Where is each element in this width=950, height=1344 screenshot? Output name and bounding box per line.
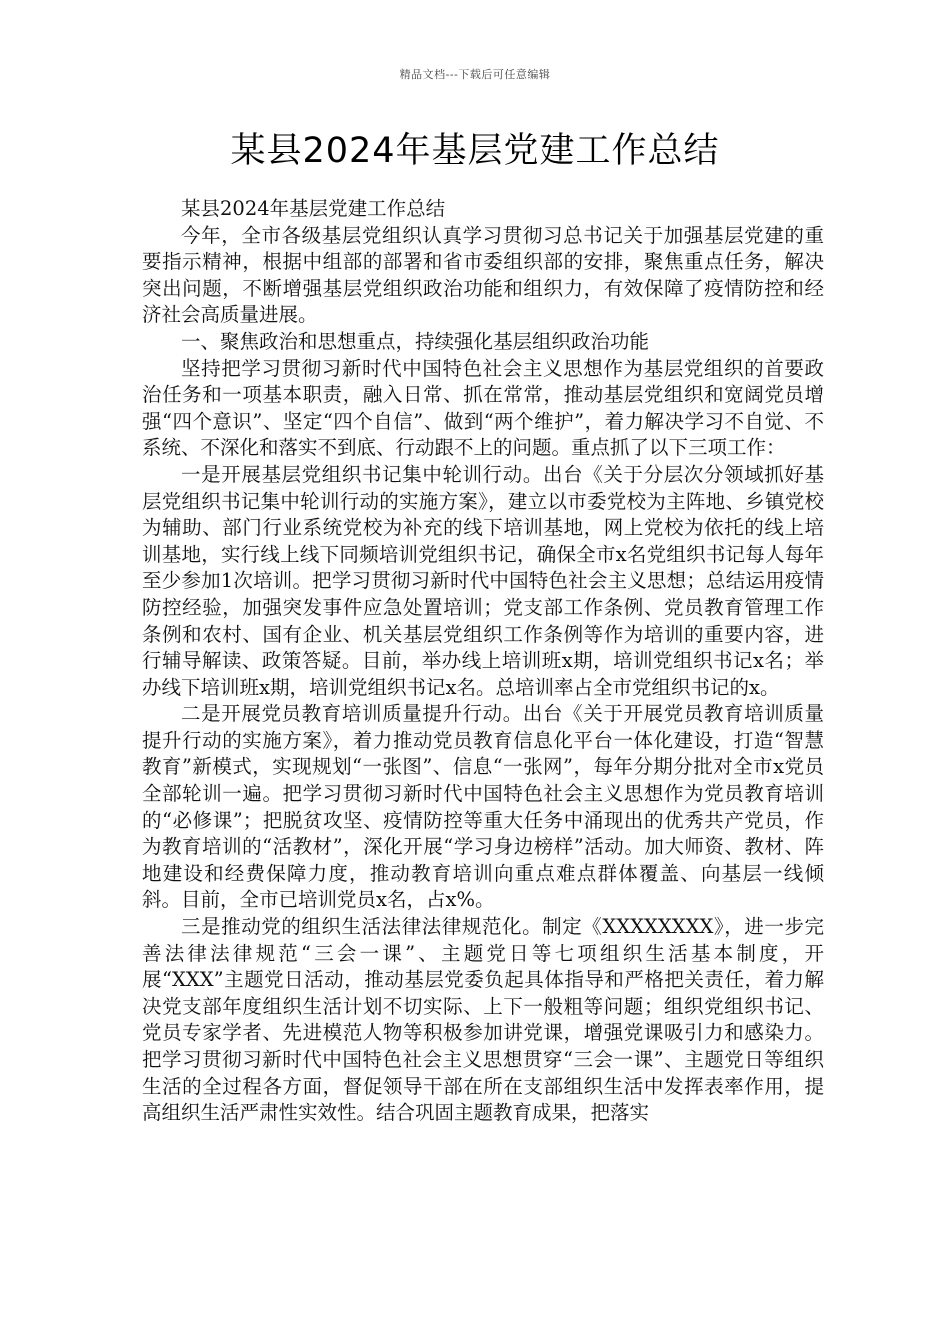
- paragraph-subtitle: 某县2024年基层党建工作总结: [181, 197, 446, 220]
- document-title: 某县2024年基层党建工作总结: [230, 131, 720, 171]
- paragraph-item-3: 三是推动党的组织生活法律法律规范化。制定《XXXXXXXX》，进一步完善法律法律规范“三会一课”、主题党日等七项组织生活基本制度，开展“XXX”主题党日活动，推动基层党委负起具体指导和严格把关责任，着力解决党支部年度组织生活计划不切实际、上下一般粗等问题；组织党组织书记、党员专家学者、先进模范人物等积极参加讲党课，增强党课吸引力和感染力。把学习贯彻习新时代中国特色社会主义思想贯穿“三会一课”、主题党日等组织生活的全过程各方面，督促领导干部在所在支部组织生活中发挥表率作用，提高组织生活严肃性实效性。结合巩固主题教育成果，把落实: [142, 915, 824, 1125]
- paragraph-item-2: 二是开展党员教育培训质量提升行动。出台《关于开展党员教育培训质量提升行动的实施方案》，着力推动党员教育信息化平台一体化建设，打造“智慧教育”新模式，实现规划“一张图”、信息“一张网”，每年分期分批对全市x党员全部轮训一遍。把学习贯彻习新时代中国特色社会主义思想作为党员教育培训的“必修课”；把脱贫攻坚、疫情防控等重大任务中涌现出的优秀共产党员，作为教育培训的“活教材”，深化开展“学习身边榜样”活动。加大师资、教材、阵地建设和经费保障力度，推动教育培训向重点难点群体覆盖、向基层一线倾斜。目前，全市已培训党员x名，占x%。: [142, 702, 824, 912]
- paragraph-intro: 今年，全市各级基层党组织认真学习贯彻习总书记关于加强基层党建的重要指示精神，根据中组部的部署和省市委组织部的安排，聚焦重点任务，解决突出问题，不断增强基层党组织政治功能和组织力，有效保障了疫情防控和经济社会高质量进展。: [142, 223, 824, 327]
- paragraph-section-1: 坚持把学习贯彻习新时代中国特色社会主义思想作为基层党组织的首要政治任务和一项基本职责，融入日常、抓在常常，推动基层党组织和宽阔党员增强“四个意识”、坚定“四个自信”、做到“两个维护”，着力解决学习不自觉、不系统、不深化和落实不到底、行动跟不上的问题。重点抓了以下三项工作：: [142, 356, 824, 460]
- document-body: [142, 196, 824, 1127]
- page-header-watermark: 精品文档---下载后可任意编辑: [399, 68, 551, 81]
- paragraph-item-1: 一是开展基层党组织书记集中轮训行动。出台《关于分层次分领域抓好基层党组织书记集中轮训行动的实施方案》，建立以市委党校为主阵地、乡镇党校为辅助、部门行业系统党校为补充的线下培训基地，网上党校为依托的线上培训基地，实行线上线下同频培训党组织书记，确保全市x名党组织书记每人每年至少参加1次培训。把学习贯彻习新时代中国特色社会主义思想；总结运用疫情防控经验，加强突发事件应急处置培训；党支部工作条例、党员教育管理工作条例和农村、国有企业、机关基层党组织工作条例等作为培训的重要内容，进行辅导解读、政策答疑。目前，举办线上培训班x期，培训党组织书记x名；举办线下培训班x期，培训党组织书记x名。总培训率占全市党组织书记的x。: [142, 462, 824, 699]
- section-heading-1: 一、聚焦政治和思想重点，持续强化基层组织政治功能: [181, 329, 650, 353]
